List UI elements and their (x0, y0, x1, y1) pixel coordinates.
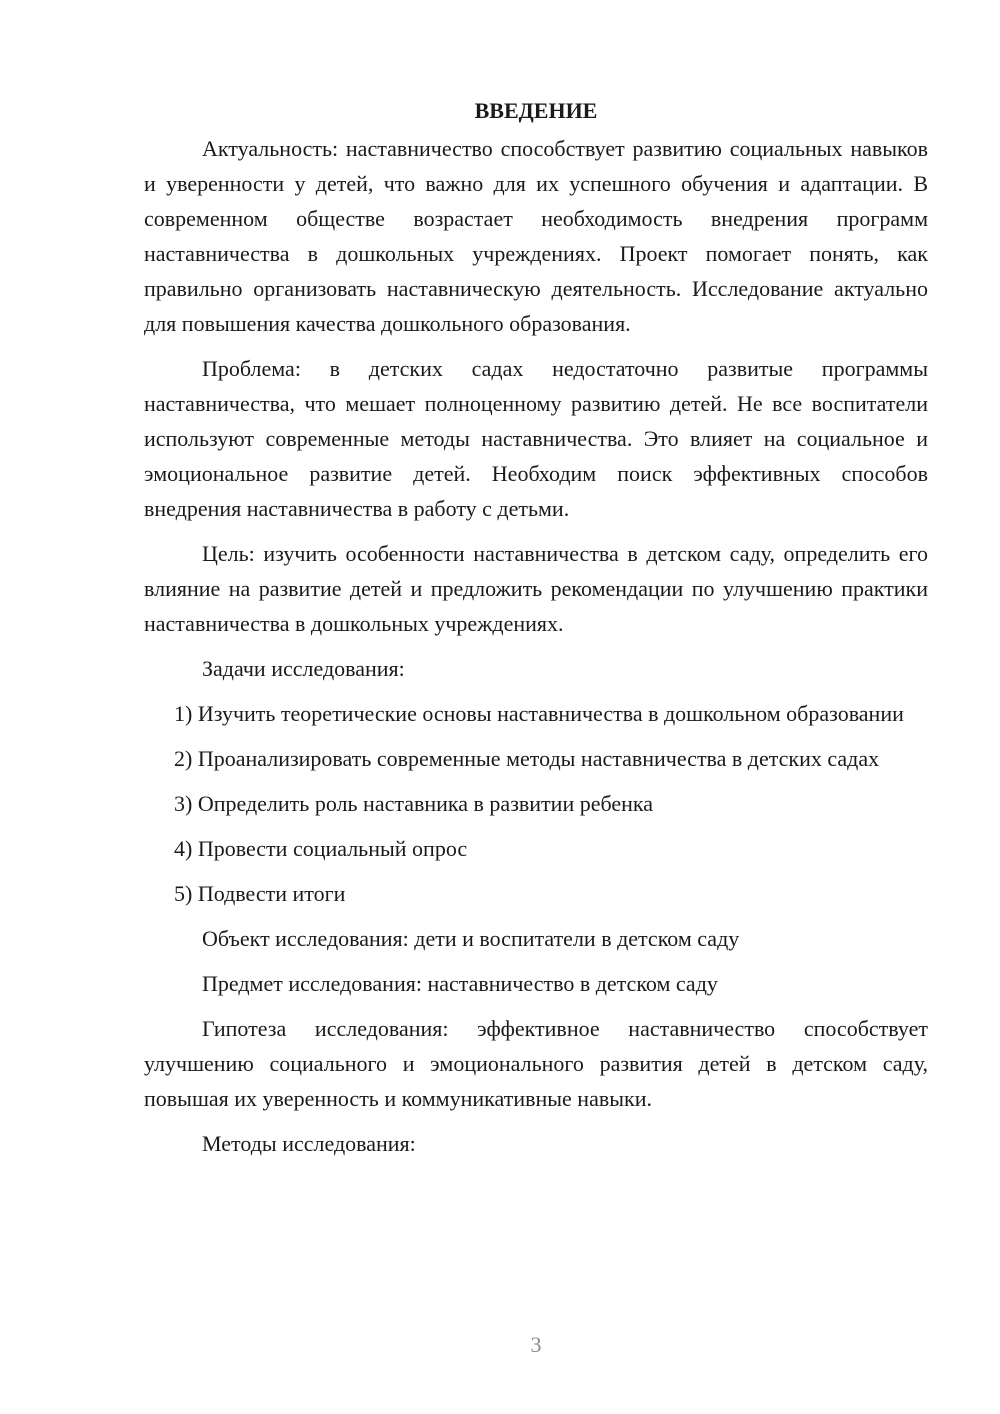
task-item: 3) Определить роль наставника в развитии ребенка (174, 791, 654, 816)
task-item: 2) Проанализировать современные методы наставничества в детских садах (174, 746, 880, 771)
hypothesis-paragraph: Гипотеза исследования: эффективное наставничество способствует улучшению социального и эмоционального развития детей в детском саду, повышая их уверенность и коммуникативные навыки. (144, 1016, 928, 1111)
task-item: 4) Провести социальный опрос (174, 836, 468, 861)
task-item: 5) Подвести итоги (174, 881, 346, 906)
methods-title: Методы исследования: (202, 1131, 416, 1156)
tasks-title: Задачи исследования: (202, 656, 405, 681)
goal-paragraph: Цель: изучить особенности наставничества в детском саду, определить его влияние на развитие детей и предложить рекомендации по улучшению практики наставничества в дошкольных учреждениях. (144, 541, 928, 636)
page-number: 3 (530, 1332, 542, 1357)
problem-paragraph: Проблема: в детских садах недостаточно развитые программы наставничества, что мешает полноценному развитию детей. Не все воспитатели используют современные методы наставничества. Это влияет на социальное и эмоциональное развитие детей. Необходим поиск эффективных способов внедрения наставничества в работу с детьми. (144, 356, 928, 521)
task-item: 1) Изучить теоретические основы наставничества в дошкольном образовании (174, 701, 904, 726)
document-body (144, 93, 928, 1161)
section-heading: ВВЕДЕНИЕ (474, 98, 598, 123)
relevance-paragraph: Актуальность: наставничество способствует развитию социальных навыков и уверенности у детей, что важно для их успешного обучения и адаптации. В современном обществе возрастает необходимость внедрения программ наставничества в дошкольных учреждениях. Проект помогает понять, как правильно организовать наставническую деятельность. Исследование актуально для повышения качества дошкольного образования. (144, 136, 928, 336)
subject-line: Предмет исследования: наставничество в детском саду (202, 971, 718, 996)
object-line: Объект исследования: дети и воспитатели в детском саду (202, 926, 740, 951)
